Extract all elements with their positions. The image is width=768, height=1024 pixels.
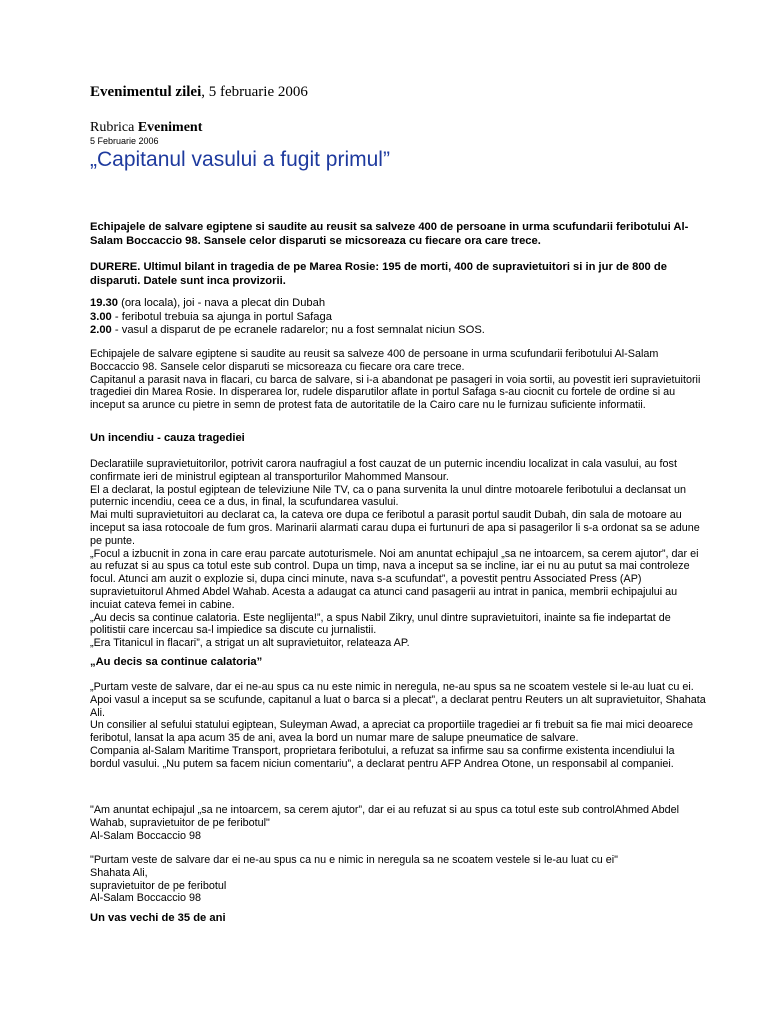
rubric-line xyxy=(90,120,202,136)
timeline-item xyxy=(90,324,485,338)
body-paragraph: Echipajele de salvare egiptene si saudite au reusit sa salveze 400 de persoane in urma scufundarii feribotului Al-Salam Boccaccio 98. Sansele celor disparuti se micsoreaza cu fiecare ora care trece. xyxy=(90,348,659,373)
source-line xyxy=(90,84,308,101)
timeline-item xyxy=(90,297,485,311)
subheading-old-vessel: Un vas vechi de 35 de ani xyxy=(90,912,226,924)
body-paragraph: El a declarat, la postul egiptean de televiziune Nile TV, ca o pana survenita la unul dintre motoarele feribotului a declansat un puternic incendiu, ceea ce a dus, in final, la scufundarea vasului. xyxy=(90,483,687,509)
body-paragraph: „Era Titanicul in flacari”, a strigat un alt supravietuitor, relateaza AP. xyxy=(90,637,410,650)
timeline-list xyxy=(90,297,485,338)
article-date: 5 Februarie 2006 xyxy=(90,136,159,146)
source-date: 5 februarie 2006 xyxy=(208,84,308,100)
quote-attribution: Al-Salam Boccaccio 98 xyxy=(90,829,202,842)
rubric-label: Rubrica xyxy=(90,120,138,135)
body-paragraph: „Au decis sa continue calatoria. Este neglijenta!”, a spus Nabil Zikry, unul dintre supravietuitori, inainte sa fie indepartat de politistii care incercau sa-l impiedice sa discute cu jurnalistii. xyxy=(90,611,671,637)
timeline-time: 2.00 xyxy=(90,324,112,336)
quote-text: "Purtam veste de salvare dar ei ne-au spus ca nu e nimic in neregula sa ne scoatem vestele si le-au luat cu ei" xyxy=(90,854,618,866)
body-block-intro xyxy=(90,348,706,412)
quote-text: "Am anuntat echipajul „sa ne intoarcem, sa cerem ajutor”, dar ei au refuzat si au spus ca totul este sub controlAhmed Abdel Wahab, supravietuitor de pe feribotul" xyxy=(90,804,679,829)
body-paragraph: „Focul a izbucnit in zona in care erau parcate autoturismele. Noi am anuntat echipajul „sa ne intoarcem, sa cerem ajutor”, dar ei au refuzat si au spus ca totul este sub control. Dupa un timp, nava a inceput sa se incline, iar ei nu au putut sa mai controleze focul. Atunci am auzit o explozie si, dupa cinci minute, nava s-a scufundat”, a povestit pentru Associated Press (AP) supravietuitorul Ahmed Abdel Wahab. Acesta a adaugat ca atunci cand pasagerii au intrat in panica, membrii echipajului au incuiat cateva femei in cabine. xyxy=(90,547,699,611)
body-block-cause xyxy=(90,458,706,650)
quote-attribution: Shahata Ali, xyxy=(90,866,148,879)
quote-attribution: supravietuitor de pe feribotul xyxy=(90,879,227,892)
body-paragraph: Mai multi supravietuitori au declarat ca, la cateva ore dupa ce feribotul a parasit portul saudit Dubah, din sala de motoare au inceput sa iasa rotocoale de fum gros. Marinarii alarmati carau dupa ei furtunuri de apa si pasagerilor li s-a ordonat sa se adune pe punte. xyxy=(90,509,700,547)
timeline-text: (ora locala), joi - nava a plecat din Dubah xyxy=(118,297,326,309)
timeline-text: - vasul a disparut de pe ecranele radarelor; nu a fost semnalat niciun SOS. xyxy=(111,324,485,336)
timeline-item xyxy=(90,311,485,325)
lead-paragraph: Echipajele de salvare egiptene si saudite au reusit sa salveze 400 de persoane in urma scufundarii feribotului Al-Salam Boccaccio 98. Sansele celor disparuti se micsoreaza cu fiecare ora care trece. xyxy=(90,221,689,247)
body-paragraph: Declaratiile supravietuitorilor, potrivit carora naufragiul a fost cauzat de un puternic incendiu localizat in cala vasului, au fost confirmate ieri de ministrul egiptean al transporturilor Mahommed Mansour. xyxy=(90,458,677,483)
body-paragraph: „Purtam veste de salvare, dar ei ne-au spus ca nu este nimic in neregula, ne-au spus sa ne scoatem vestele si le-au luat cu ei. Apoi vasul a inceput sa se scufunde, capitanul a luat o barca si a plecat”, a declarat pentru Reuters un alt supravietuitor, Shahata Ali. xyxy=(90,681,706,719)
lead-summary: DURERE. Ultimul bilant in tragedia de pe Marea Rosie: 195 de morti, 400 de supravietuitori si in jur de 800 de disparuti. Datele sunt inca provizorii. xyxy=(90,261,667,287)
source-separator: , xyxy=(201,84,209,100)
quote-block-ali xyxy=(90,854,706,905)
timeline-time: 3.00 xyxy=(90,310,112,323)
subheading-decision: „Au decis sa continue calatoria” xyxy=(90,656,263,668)
body-paragraph: Capitanul a parasit nava in flacari, cu barca de salvare, si i-a abandonat pe pasageri in voia sortii, au povestit ieri supravietuitorii tragediei din Marea Rosie. In disperarea lor, rudele disparutilor aflate in portul Safaga s-au ciocnit cu fortele de ordine si au inceput sa arunce cu pietre in semn de protest fata de autoritatile de la Cairo care nu le furnizau suficiente informatii. xyxy=(90,373,701,412)
quote-block-wahab xyxy=(90,804,706,842)
rubric-name: Eveniment xyxy=(137,120,203,135)
quote-attribution: Al-Salam Boccaccio 98 xyxy=(90,892,202,905)
body-paragraph: Compania al-Salam Maritime Transport, proprietara feribotului, a refuzat sa infirme sau sa confirme existenta incendiului la bordul vasului. „Nu putem sa facem niciun comentariu”, a declarat pentru AFP Andrea Otone, un responsabil al companiei. xyxy=(90,744,675,770)
subheading-cause: Un incendiu - cauza tragediei xyxy=(90,432,245,444)
publication-name: Evenimentul zilei xyxy=(90,84,202,100)
body-block-decision xyxy=(90,681,706,771)
timeline-time: 19.30 xyxy=(90,297,118,309)
timeline-text: - feribotul trebuia sa ajunga in portul Safaga xyxy=(111,310,332,323)
article-headline: „Capitanul vasului a fugit primul” xyxy=(90,148,390,171)
body-paragraph: Un consilier al sefului statului egiptean, Suleyman Awad, a apreciat ca proportiile tragediei ar fi trebuit sa fie mai mici deoarece feribotul, lansat la apa acum 35 de ani, avea la bord un numar mare de salupe pneumatice de salvare. xyxy=(90,719,693,745)
